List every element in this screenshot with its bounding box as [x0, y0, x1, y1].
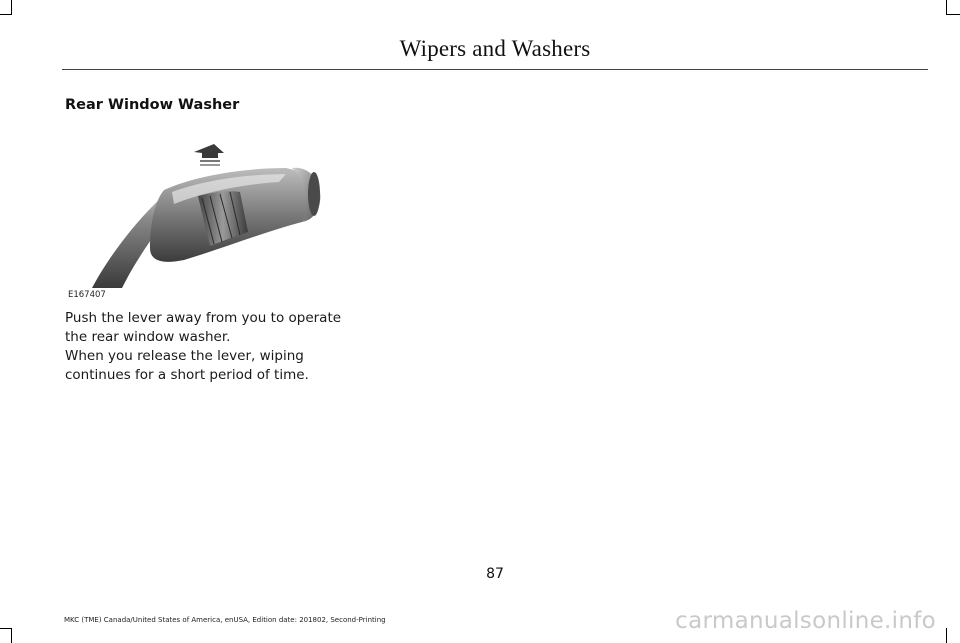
crop-mark-bottom-right-v [946, 628, 947, 643]
page-title: Wipers and Washers [399, 36, 591, 61]
crop-mark-bottom-left-h [0, 628, 12, 629]
page-number: 87 [486, 566, 504, 582]
crop-mark-top-left-h [0, 14, 12, 15]
header-rule [62, 69, 928, 70]
push-arrow-icon [194, 144, 224, 166]
watermark-link[interactable]: carmanualsonline.info [675, 608, 936, 634]
figure-code: E167407 [68, 290, 106, 300]
section-heading: Rear Window Washer [65, 97, 240, 113]
footer-edition-text: MKC (TME) Canada/United States of America, enUSA, Edition date: 201802, Second-Printing [64, 616, 386, 624]
crop-mark-bottom-left-v [11, 628, 12, 643]
crop-mark-top-left-v [11, 0, 12, 14]
body-paragraph-1: Push the lever away from you to operate the rear window washer. [65, 310, 342, 345]
crop-mark-top-right-v [946, 0, 947, 14]
body-paragraph-2: When you release the lever, wiping continues for a short period of time. [65, 348, 309, 383]
crop-mark-top-right-h [946, 14, 960, 15]
wiper-lever-illustration [64, 136, 339, 308]
